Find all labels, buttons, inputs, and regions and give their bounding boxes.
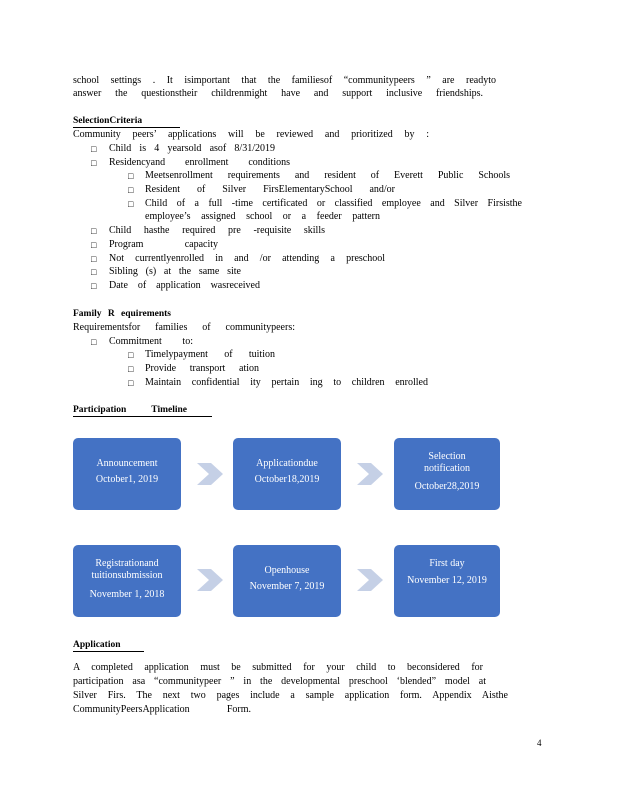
- application-line-2: participation asa “communitypeer ” in the developmental preschool ‘blended” model at: [73, 676, 486, 687]
- list-subitem-continuation: employee’s assigned school or a feeder pattern: [145, 211, 380, 222]
- page-number: 4: [537, 738, 542, 748]
- square-bullet-icon: □: [91, 144, 97, 154]
- selection-intro: Community peers’ applications will be reviewed and prioritized by :: [73, 129, 429, 140]
- square-bullet-icon: □: [91, 267, 97, 277]
- step-date: October18,2019: [254, 474, 320, 485]
- square-bullet-icon: □: [128, 199, 134, 209]
- heading-underline: [73, 651, 144, 652]
- step-title: Openhouse: [264, 565, 310, 576]
- square-bullet-icon: □: [91, 226, 97, 236]
- list-item: Date of application wasreceived: [109, 280, 260, 291]
- timeline-step-selection-notification: [394, 438, 500, 510]
- list-item: Program capacity: [109, 239, 218, 250]
- square-bullet-icon: □: [128, 350, 134, 360]
- timeline-step-open-house: [233, 545, 341, 617]
- list-item: Sibling (s) at the same site: [109, 266, 241, 277]
- timeline-step-first-day: [394, 545, 500, 617]
- step-date: November 12, 2019: [407, 575, 487, 586]
- step-title: First day: [429, 558, 465, 569]
- intro-line-2: answer the questionstheir childrenmight have and support inclusive friendships.: [73, 88, 483, 99]
- application-line-4: CommunityPeersApplication Form.: [73, 704, 251, 715]
- list-subitem: Timelypayment of tuition: [145, 349, 275, 360]
- list-subitem: Maintain confidential ity pertain ing to children enrolled: [145, 377, 428, 388]
- list-subitem: Resident of Silver FirsElementarySchool and/or: [145, 184, 395, 195]
- square-bullet-icon: □: [128, 185, 134, 195]
- arrow-right-icon: [197, 569, 223, 591]
- square-bullet-icon: □: [128, 171, 134, 181]
- application-line-3: Silver Firs. The next two pages include a sample application form. Appendix Aisthe: [73, 690, 508, 701]
- step-date: October28,2019: [414, 481, 480, 492]
- step-date: November 1, 2018: [89, 589, 165, 600]
- heading-underline: [73, 127, 180, 128]
- list-subitem: Child of a full -time certificated or classified employee and Silver Firsisthe: [145, 198, 522, 209]
- application-heading: Application: [73, 640, 121, 650]
- selection-criteria-heading: SelectionCriteria: [73, 116, 143, 126]
- square-bullet-icon: □: [91, 281, 97, 291]
- intro-line-1: school settings . It isimportant that the familiesof “communitypeers ” are readyto: [73, 75, 496, 86]
- list-item: Child is 4 yearsold asof 8/31/2019: [109, 143, 275, 154]
- square-bullet-icon: □: [91, 337, 97, 347]
- square-bullet-icon: □: [91, 254, 97, 264]
- timeline-step-registration: [73, 545, 181, 617]
- step-title: Announcement: [96, 458, 158, 469]
- timeline-step-application-due: [233, 438, 341, 510]
- list-item: Not currentlyenrolled in and /or attending a preschool: [109, 253, 385, 264]
- list-item: Commitment to:: [109, 336, 193, 347]
- arrow-right-icon: [357, 463, 383, 485]
- step-date: November 7, 2019: [249, 581, 325, 592]
- step-title: Applicationdue: [256, 458, 318, 469]
- list-item: Residencyand enrollment conditions: [109, 157, 290, 168]
- timeline-step-announcement: [73, 438, 181, 510]
- heading-underline: [73, 416, 212, 417]
- list-item: Child hasthe required pre -requisite skills: [109, 225, 325, 236]
- arrow-right-icon: [197, 463, 223, 485]
- timeline-heading: Participation Timeline: [73, 405, 187, 415]
- square-bullet-icon: □: [128, 364, 134, 374]
- square-bullet-icon: □: [128, 378, 134, 388]
- family-intro: Requirementsfor families of communitypeers:: [73, 322, 295, 333]
- step-title: Selection notification: [423, 451, 471, 474]
- step-title: Registrationand tuitionsubmission: [91, 558, 163, 581]
- application-line-1: A completed application must be submitted for your child to beconsidered for: [73, 662, 483, 673]
- list-subitem: Meetsenrollment requirements and resident of Everett Public Schools: [145, 170, 510, 181]
- square-bullet-icon: □: [91, 240, 97, 250]
- list-subitem: Provide transport ation: [145, 363, 259, 374]
- step-date: October1, 2019: [95, 474, 159, 485]
- family-requirements-heading: Family R equirements: [73, 309, 171, 319]
- arrow-right-icon: [357, 569, 383, 591]
- square-bullet-icon: □: [91, 158, 97, 168]
